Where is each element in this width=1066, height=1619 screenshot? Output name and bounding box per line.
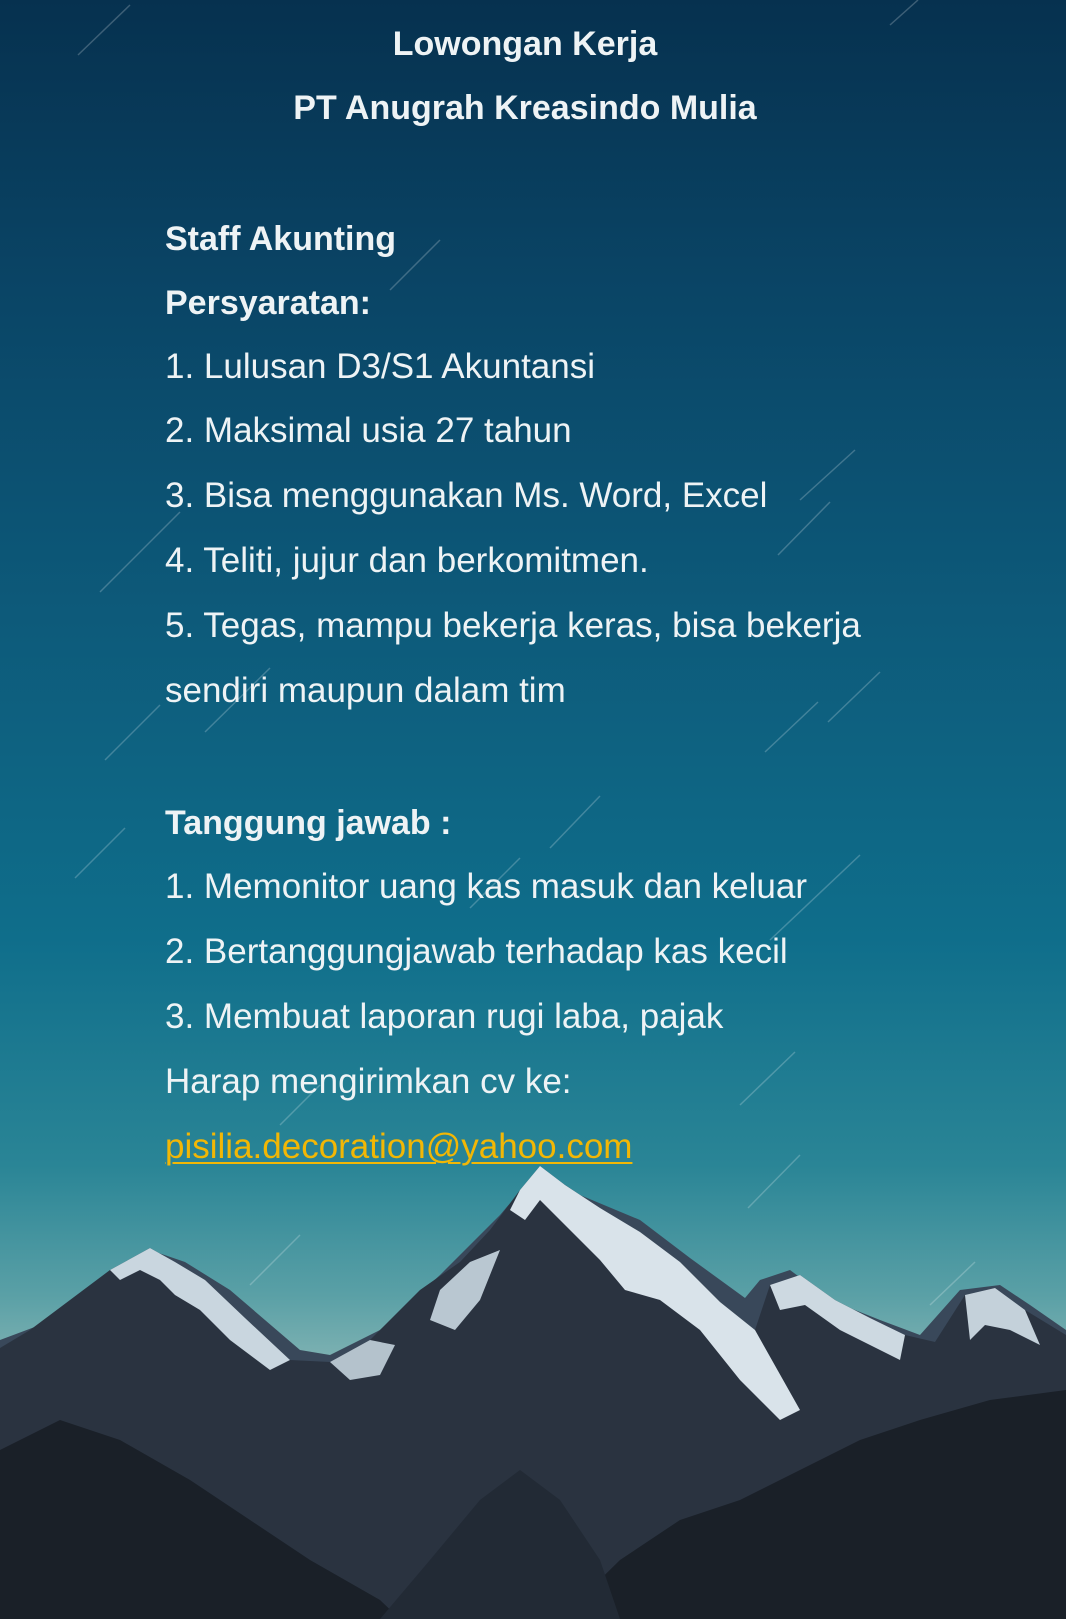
responsibility-item: 3. Membuat laporan rugi laba, pajak: [165, 997, 724, 1036]
job-position: Staff Akunting: [165, 220, 397, 258]
contact-email-link[interactable]: pisilia.decoration@yahoo.com: [165, 1127, 633, 1166]
requirement-item: 4. Teliti, jujur dan berkomitmen.: [165, 541, 649, 580]
requirement-item: 5. Tegas, mampu bekerja keras, bisa bekerja: [165, 606, 861, 645]
requirements-heading: Persyaratan:: [165, 284, 372, 322]
company-name: PT Anugrah Kreasindo Mulia: [293, 89, 757, 127]
requirement-item: 1. Lulusan D3/S1 Akuntansi: [165, 347, 596, 386]
requirement-item: 3. Bisa menggunakan Ms. Word, Excel: [165, 476, 768, 515]
rain-streaks: [75, 0, 975, 1305]
responsibility-item: 2. Bertanggungjawab terhadap kas kecil: [165, 932, 788, 971]
requirement-item-continuation: sendiri maupun dalam tim: [165, 671, 566, 710]
responsibility-item: 1. Memonitor uang kas masuk dan keluar: [165, 867, 807, 906]
poster-title: Lowongan Kerja: [392, 25, 658, 63]
requirement-item: 2. Maksimal usia 27 tahun: [165, 411, 572, 450]
contact-instruction: Harap mengirimkan cv ke:: [165, 1062, 572, 1101]
responsibilities-heading: Tanggung jawab :: [165, 804, 452, 842]
